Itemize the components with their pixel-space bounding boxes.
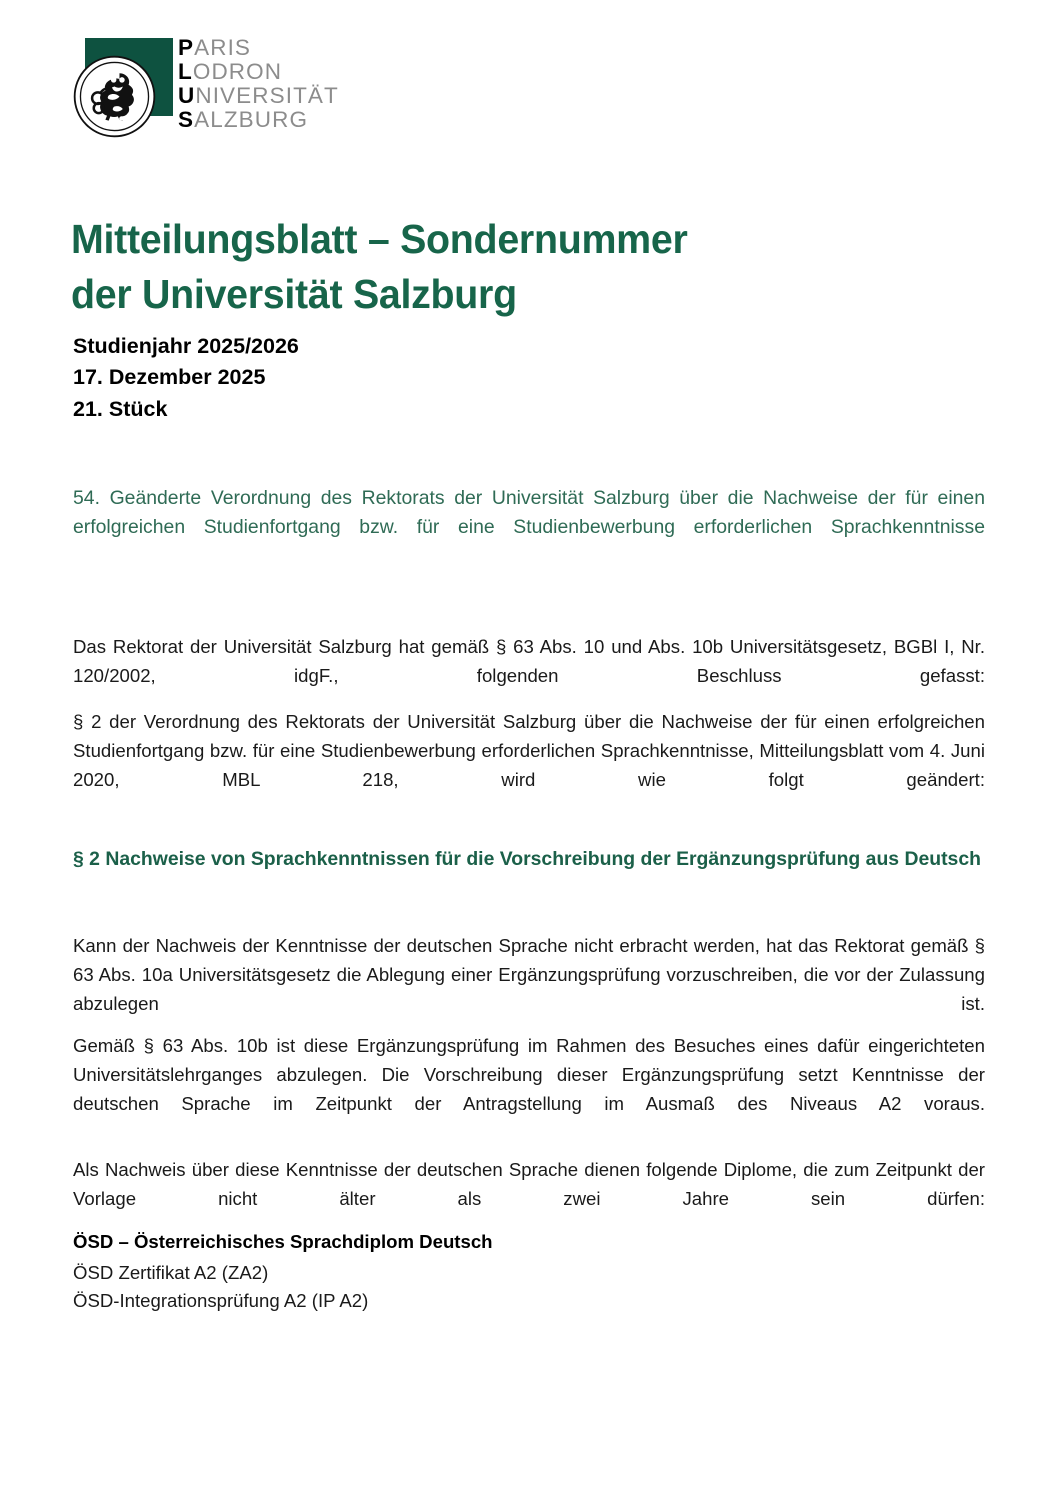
paragraph-amendment-reference: § 2 der Verordnung des Rektorats der Universität Salzburg über die Nachweise der für einen erfolgreichen Studienfortgang bzw. für eine Studienbewerbung erforderlichen Sprachkenntnisse, Mitteilungsblatt vom 4. Juni 2020, MBL 218, wird wie folgt geändert:	[73, 710, 985, 791]
page-title-line-1: Mitteilungsblatt – Sondernummer	[71, 216, 688, 263]
issue-info	[73, 331, 299, 425]
paragraph-supplementary-exam: Kann der Nachweis der Kenntnisse der deutschen Sprache nicht erbracht werden, hat das Rektorat gemäß § 63 Abs. 10a Universitätsgesetz die Ablegung einer Ergänzungsprüfung vorzuschreiben, die vor der Zulassung abzulegen ist.	[73, 934, 985, 1015]
logo-line-universitaet: UNIVERSITÄT	[178, 82, 339, 108]
logo-wordmark	[178, 36, 339, 132]
paragraph-exam-framework: Gemäß § 63 Abs. 10b ist diese Ergänzungsprüfung im Rahmen des Besuches eines dafür eingerichteten Universitätslehrganges abzulegen. Die Vorschreibung dieser Ergänzungsprüfung setzt Kenntnisse der deutschen Sprache im Zeitpunkt der Antragstellung im Ausmaß des Niveaus A2 voraus.	[73, 1034, 985, 1115]
page-title	[71, 212, 954, 320]
oesd-certificate-list	[73, 1259, 368, 1316]
paragraph-diploma-validity: Als Nachweis über diese Kenntnisse der deutschen Sprache dienen folgende Diplome, die zum Zeitpunkt der Vorlage nicht älter als zwei Jahre sein dürfen:	[73, 1158, 985, 1209]
logo-line-salzburg: SALZBURG	[178, 106, 309, 132]
list-item: ÖSD-Integrationsprüfung A2 (IP A2)	[73, 1290, 369, 1312]
logo-line-paris: PARIS	[178, 35, 252, 60]
oesd-heading: ÖSD – Österreichisches Sprachdiplom Deutsch	[73, 1231, 493, 1252]
paragraph-decree-basis: Das Rektorat der Universität Salzburg hat gemäß § 63 Abs. 10 und Abs. 10b Universitätsgesetz, BGBl I, Nr. 120/2002, idgF., folgenden Beschluss gefasst:	[73, 635, 985, 686]
study-year: Studienjahr 2025/2026	[73, 334, 299, 358]
university-logo	[73, 35, 493, 153]
issue-number: 21. Stück	[73, 396, 168, 421]
publication-date: 17. Dezember 2025	[73, 365, 266, 390]
section-2-heading: § 2 Nachweise von Sprachkenntnissen für die Vorschreibung der Ergänzungsprüfung aus Deutsch	[73, 848, 981, 871]
page-title-line-2: der Universität Salzburg	[71, 270, 517, 317]
list-item: ÖSD Zertifikat A2 (ZA2)	[73, 1262, 269, 1283]
lion-seal-icon	[73, 55, 156, 138]
item-54-heading: 54. Geänderte Verordnung des Rektorats der Universität Salzburg über die Nachweise der für einen erfolgreichen Studienfortgang bzw. für eine Studienbewerbung erforderlichen Sprachkenntnisse	[73, 487, 985, 539]
logo-line-lodron: LODRON	[178, 58, 283, 84]
plus-logo-mark	[73, 38, 173, 138]
